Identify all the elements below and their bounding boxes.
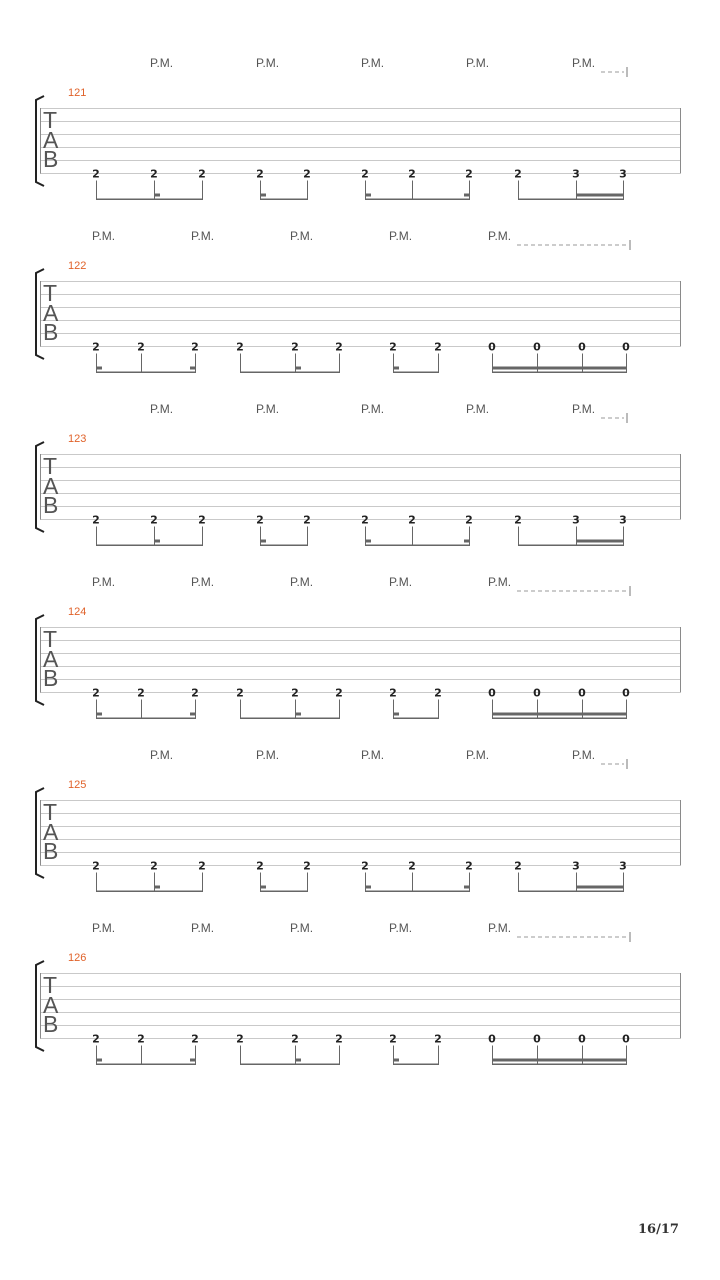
- fret-number: 2: [335, 686, 343, 700]
- secondary-beam: [576, 540, 624, 543]
- tab-system-123: [0, 396, 720, 546]
- palm-mute-label: P.M.: [572, 56, 596, 70]
- fret-number: 2: [361, 167, 369, 181]
- fret-number: 2: [137, 1032, 145, 1046]
- tab-system-svg: [0, 569, 720, 719]
- tab-letter-a: A: [43, 300, 59, 326]
- fret-number: 0: [533, 686, 541, 700]
- tab-system-svg: [0, 915, 720, 1065]
- palm-mute-label: P.M.: [191, 921, 215, 935]
- fret-number: 3: [572, 513, 580, 527]
- palm-mute-label: P.M.: [150, 56, 174, 70]
- fret-number: 2: [256, 513, 264, 527]
- measure-number: 122: [68, 260, 87, 272]
- beam-hook: [365, 540, 371, 543]
- beam: [393, 372, 439, 374]
- beam: [260, 199, 308, 201]
- beam: [518, 545, 624, 547]
- fret-number: 2: [92, 513, 100, 527]
- fret-number: 2: [191, 1032, 199, 1046]
- fret-number: 2: [434, 1032, 442, 1046]
- tab-system-121: [0, 50, 720, 200]
- tab-letter-t: T: [43, 626, 58, 652]
- beam-hook: [96, 367, 102, 370]
- fret-number: 2: [514, 859, 522, 873]
- beam: [492, 718, 627, 720]
- tab-letter-t: T: [43, 453, 58, 479]
- fret-number: 2: [236, 686, 244, 700]
- beam: [240, 718, 340, 720]
- beam: [96, 545, 203, 547]
- beam-hook: [295, 1059, 301, 1062]
- beam: [492, 372, 627, 374]
- palm-mute-label: P.M.: [389, 229, 413, 243]
- fret-number: 0: [533, 1032, 541, 1046]
- palm-mute-label: P.M.: [256, 402, 280, 416]
- beam-hook: [464, 194, 470, 197]
- beam: [393, 718, 439, 720]
- palm-mute-label: P.M.: [361, 748, 385, 762]
- palm-mute-label: P.M.: [290, 575, 314, 589]
- fret-number: 2: [434, 686, 442, 700]
- tab-system-svg: [0, 396, 720, 546]
- beam: [393, 1064, 439, 1066]
- fret-number: 2: [408, 859, 416, 873]
- beam: [518, 891, 624, 893]
- palm-mute-label: P.M.: [191, 229, 215, 243]
- beam: [96, 718, 196, 720]
- tab-system-124: [0, 569, 720, 719]
- beam: [96, 199, 203, 201]
- beam-hook: [393, 367, 399, 370]
- palm-mute-label: P.M.: [466, 402, 490, 416]
- beam: [365, 199, 470, 201]
- fret-number: 3: [619, 859, 627, 873]
- fret-number: 2: [514, 167, 522, 181]
- fret-number: 2: [303, 167, 311, 181]
- beam: [240, 1064, 340, 1066]
- fret-number: 0: [622, 686, 630, 700]
- secondary-beam: [492, 713, 627, 716]
- palm-mute-label: P.M.: [92, 229, 116, 243]
- fret-number: 3: [572, 167, 580, 181]
- fret-number: 3: [619, 167, 627, 181]
- beam-hook: [154, 194, 160, 197]
- tab-letter-b: B: [43, 1011, 59, 1037]
- fret-number: 3: [572, 859, 580, 873]
- beam-hook: [154, 886, 160, 889]
- beam: [240, 372, 340, 374]
- fret-number: 2: [465, 513, 473, 527]
- palm-mute-label: P.M.: [290, 229, 314, 243]
- fret-number: 2: [92, 167, 100, 181]
- beam-hook: [365, 194, 371, 197]
- measure-number: 125: [68, 779, 87, 791]
- fret-number: 2: [137, 340, 145, 354]
- tab-system-126: [0, 915, 720, 1065]
- fret-number: 0: [533, 340, 541, 354]
- palm-mute-label: P.M.: [389, 575, 413, 589]
- secondary-beam: [492, 1059, 627, 1062]
- fret-number: 0: [622, 1032, 630, 1046]
- beam-hook: [260, 886, 266, 889]
- tab-letter-b: B: [43, 146, 59, 172]
- fret-number: 2: [303, 513, 311, 527]
- fret-number: 2: [236, 1032, 244, 1046]
- fret-number: 2: [514, 513, 522, 527]
- fret-number: 0: [622, 340, 630, 354]
- beam: [260, 545, 308, 547]
- fret-number: 2: [434, 340, 442, 354]
- secondary-beam: [492, 367, 627, 370]
- palm-mute-label: P.M.: [361, 402, 385, 416]
- palm-mute-label: P.M.: [488, 921, 512, 935]
- fret-number: 2: [389, 1032, 397, 1046]
- beam: [492, 1064, 627, 1066]
- measure-number: 126: [68, 952, 87, 964]
- fret-number: 2: [150, 167, 158, 181]
- palm-mute-label: P.M.: [389, 921, 413, 935]
- palm-mute-label: P.M.: [256, 56, 280, 70]
- fret-number: 2: [198, 513, 206, 527]
- secondary-beam: [576, 194, 624, 197]
- beam-hook: [365, 886, 371, 889]
- tab-system-svg: [0, 742, 720, 892]
- secondary-beam: [576, 886, 624, 889]
- beam-hook: [190, 367, 196, 370]
- beam-hook: [295, 367, 301, 370]
- tab-letter-a: A: [43, 473, 59, 499]
- beam: [365, 545, 470, 547]
- beam: [96, 372, 196, 374]
- beam-hook: [154, 540, 160, 543]
- fret-number: 2: [361, 513, 369, 527]
- palm-mute-label: P.M.: [572, 748, 596, 762]
- fret-number: 2: [335, 340, 343, 354]
- fret-number: 2: [150, 859, 158, 873]
- tab-system-122: [0, 223, 720, 373]
- fret-number: 2: [408, 513, 416, 527]
- fret-number: 0: [488, 1032, 496, 1046]
- fret-number: 2: [389, 340, 397, 354]
- tab-letter-b: B: [43, 838, 59, 864]
- fret-number: 0: [488, 686, 496, 700]
- palm-mute-label: P.M.: [466, 56, 490, 70]
- tab-system-svg: [0, 223, 720, 373]
- beam: [365, 891, 470, 893]
- fret-number: 2: [291, 686, 299, 700]
- palm-mute-label: P.M.: [361, 56, 385, 70]
- fret-number: 2: [389, 686, 397, 700]
- fret-number: 0: [578, 340, 586, 354]
- measure-number: 124: [68, 606, 87, 618]
- fret-number: 2: [191, 686, 199, 700]
- fret-number: 0: [578, 1032, 586, 1046]
- fret-number: 2: [256, 859, 264, 873]
- beam-hook: [190, 1059, 196, 1062]
- fret-number: 2: [335, 1032, 343, 1046]
- tab-letter-t: T: [43, 107, 58, 133]
- fret-number: 2: [408, 167, 416, 181]
- tab-letter-b: B: [43, 492, 59, 518]
- beam-hook: [96, 713, 102, 716]
- fret-number: 2: [92, 686, 100, 700]
- tab-letter-b: B: [43, 665, 59, 691]
- tab-system-125: [0, 742, 720, 892]
- beam-hook: [190, 713, 196, 716]
- tab-letter-b: B: [43, 319, 59, 345]
- tab-letter-t: T: [43, 280, 58, 306]
- fret-number: 2: [291, 340, 299, 354]
- beam-hook: [464, 540, 470, 543]
- fret-number: 2: [191, 340, 199, 354]
- tab-letter-a: A: [43, 646, 59, 672]
- palm-mute-label: P.M.: [150, 748, 174, 762]
- palm-mute-label: P.M.: [466, 748, 490, 762]
- fret-number: 3: [619, 513, 627, 527]
- fret-number: 0: [488, 340, 496, 354]
- beam-hook: [96, 1059, 102, 1062]
- fret-number: 0: [578, 686, 586, 700]
- tab-letter-t: T: [43, 972, 58, 998]
- fret-number: 2: [256, 167, 264, 181]
- fret-number: 2: [92, 859, 100, 873]
- tab-letter-a: A: [43, 819, 59, 845]
- fret-number: 2: [303, 859, 311, 873]
- fret-number: 2: [92, 1032, 100, 1046]
- measure-number: 121: [68, 87, 87, 99]
- beam-hook: [260, 540, 266, 543]
- beam: [96, 891, 203, 893]
- beam-hook: [393, 713, 399, 716]
- beam-hook: [393, 1059, 399, 1062]
- page-number: 16/17: [638, 1222, 679, 1237]
- fret-number: 2: [150, 513, 158, 527]
- fret-number: 2: [236, 340, 244, 354]
- fret-number: 2: [198, 167, 206, 181]
- tab-letter-a: A: [43, 992, 59, 1018]
- palm-mute-label: P.M.: [150, 402, 174, 416]
- beam-hook: [260, 194, 266, 197]
- palm-mute-label: P.M.: [290, 921, 314, 935]
- fret-number: 2: [92, 340, 100, 354]
- palm-mute-label: P.M.: [488, 575, 512, 589]
- fret-number: 2: [361, 859, 369, 873]
- tab-letter-t: T: [43, 799, 58, 825]
- measure-number: 123: [68, 433, 87, 445]
- fret-number: 2: [291, 1032, 299, 1046]
- beam-hook: [295, 713, 301, 716]
- palm-mute-label: P.M.: [92, 575, 116, 589]
- palm-mute-label: P.M.: [256, 748, 280, 762]
- tab-system-svg: [0, 50, 720, 200]
- beam: [96, 1064, 196, 1066]
- tab-letter-a: A: [43, 127, 59, 153]
- palm-mute-label: P.M.: [191, 575, 215, 589]
- fret-number: 2: [137, 686, 145, 700]
- fret-number: 2: [465, 859, 473, 873]
- palm-mute-label: P.M.: [572, 402, 596, 416]
- beam: [518, 199, 624, 201]
- palm-mute-label: P.M.: [92, 921, 116, 935]
- fret-number: 2: [465, 167, 473, 181]
- fret-number: 2: [198, 859, 206, 873]
- beam: [260, 891, 308, 893]
- palm-mute-label: P.M.: [488, 229, 512, 243]
- beam-hook: [464, 886, 470, 889]
